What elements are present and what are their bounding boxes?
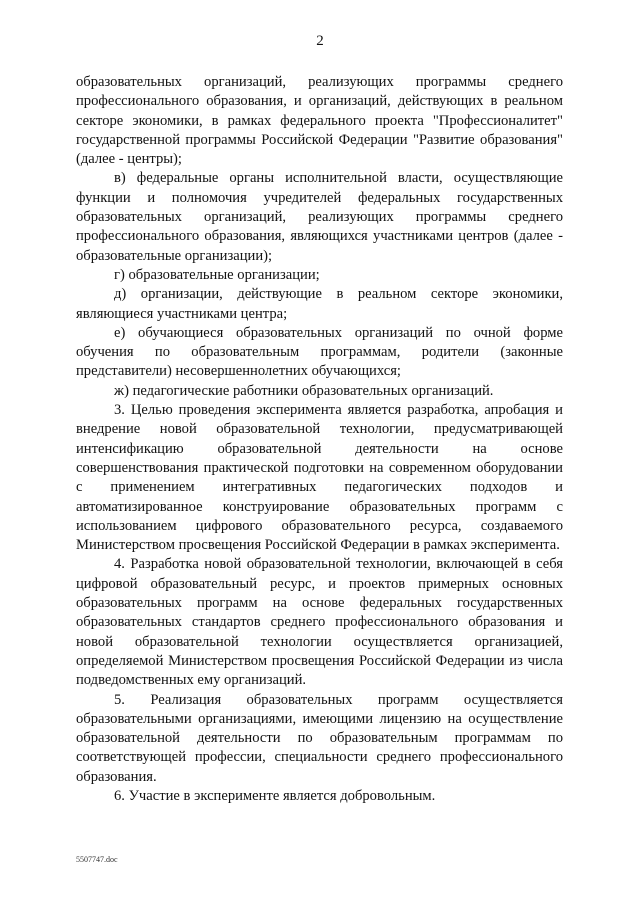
paragraph-item-zh: ж) педагогические работники образовательных организаций. [114, 382, 494, 399]
footer-filename: 5507747.doc [76, 855, 118, 864]
paragraph-clause-5: 5. Реализация образовательных программ осуществляется образовательными организациями, имеющими лицензию на осуществление образовательной деятельности по образовательным программам по соответствующей профессии, специальности среднего профессионального образования. [76, 691, 563, 785]
paragraph-item-g: г) образовательные организации; [114, 266, 320, 283]
paragraph-centers-continuation: образовательных организаций, реализующих программы среднего профессионального образования, и организаций, действующих в реальном секторе экономики, в рамках федерального проекта "Профессионалитет" государственной программы Российской Федерации "Развитие образования" (далее - центры); [76, 74, 563, 168]
document-body [76, 73, 563, 806]
paragraph-clause-3: 3. Целью проведения эксперимента является разработка, апробация и внедрение новой образовательной технологии, предусматривающей интенсификацию образовательной деятельности на основе совершенствования практической подготовки на современном оборудовании с применением интегративных педагогических подходов и автоматизированное конструирование образовательных программ с использованием цифрового образовательного ресурса, создаваемого Министерством просвещения Российской Федерации в рамках эксперимента. [76, 402, 563, 554]
paragraph-item-v: в) федеральные органы исполнительной власти, осуществляющие функции и полномочия учредителей федеральных государственных образовательных организаций, реализующих программы среднего профессионального образования, являющихся участниками центров (далее - образовательные организации); [76, 170, 563, 264]
page-number: 2 [316, 33, 324, 49]
paragraph-clause-4: 4. Разработка новой образовательной технологии, включающей в себя цифровой образовательный ресурс, и проектов примерных основных образовательных программ на основе федеральных государственных образовательных стандартов среднего профессионального образования и новой образовательной технологии осуществляется организацией, определяемой Министерством просвещения Российской Федерации из числа подведомственных ему организаций. [76, 556, 563, 689]
paragraph-clause-6: 6. Участие в эксперименте является добровольным. [114, 787, 436, 804]
paragraph-item-e: е) обучающиеся образовательных организаций по очной форме обучения по образовательным программам, родители (законные представители) несовершеннолетних обучающихся; [76, 324, 563, 380]
paragraph-item-d: д) организации, действующие в реальном секторе экономики, являющиеся участниками центра; [76, 286, 563, 322]
